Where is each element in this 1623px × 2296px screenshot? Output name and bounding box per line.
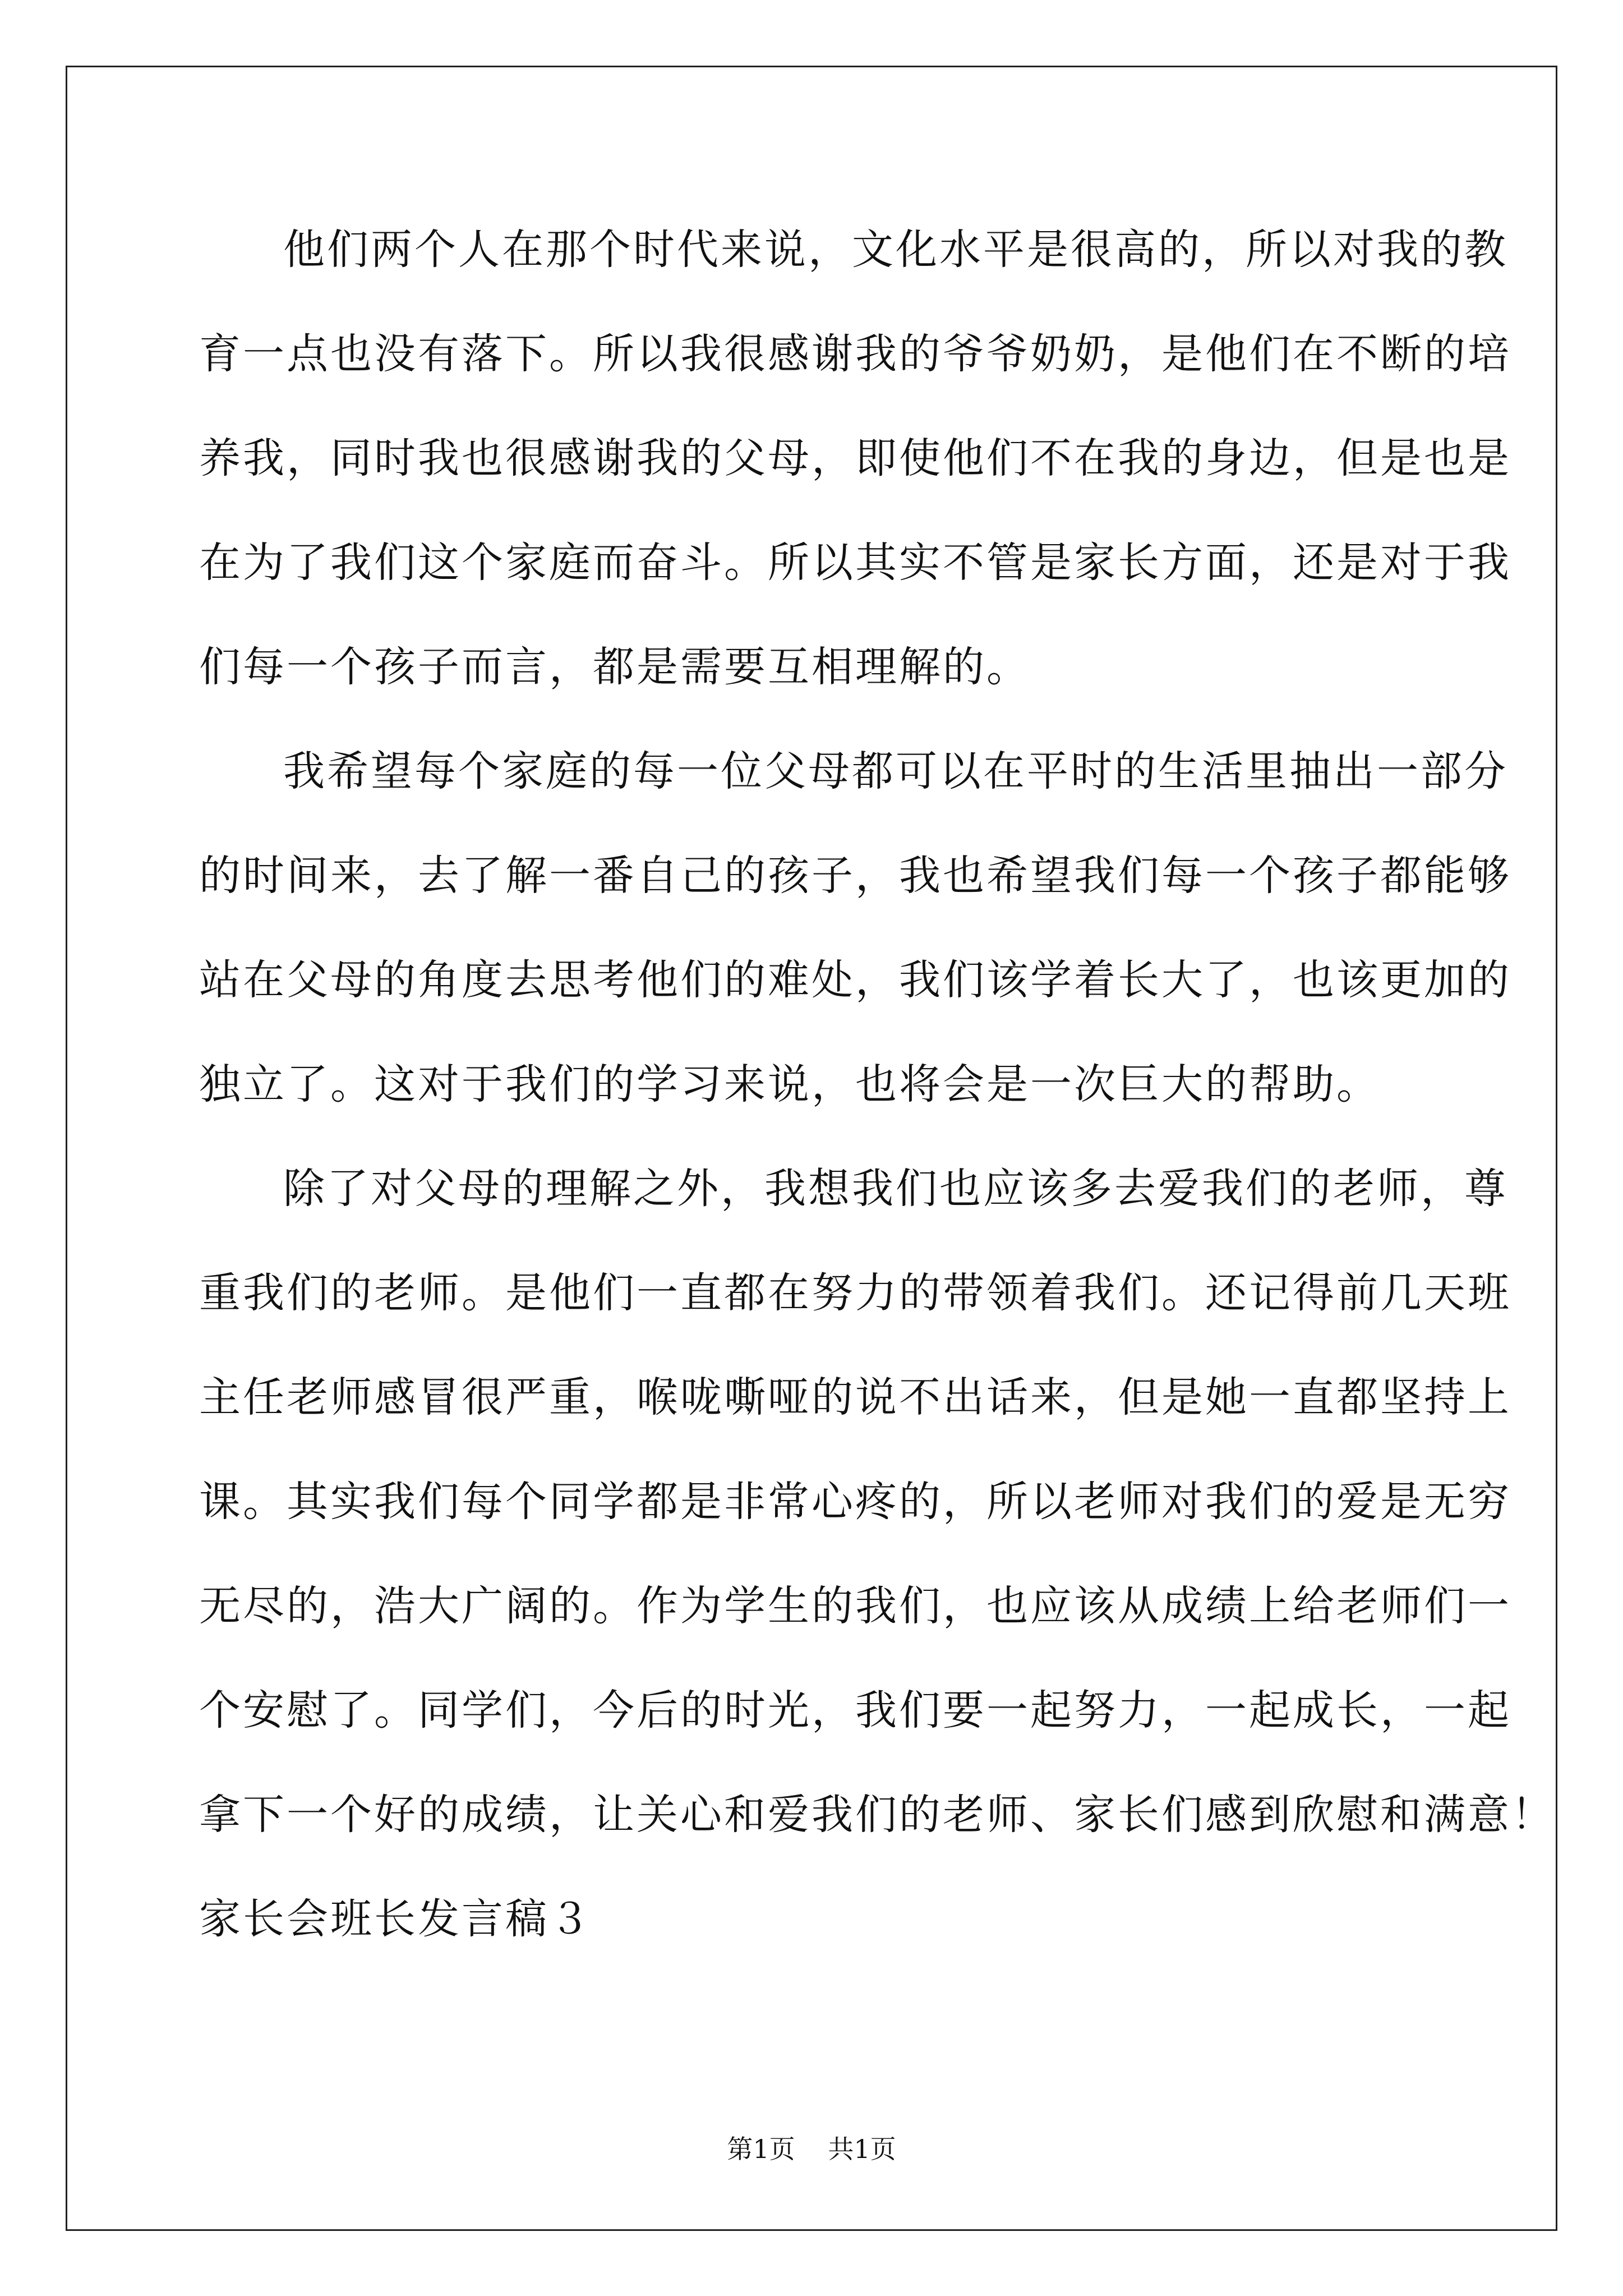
text-line: 在为了我们这个家庭而奋斗。所以其实不管是家长方面，还是对于我: [199, 539, 1511, 587]
page-number-total: 共1页: [828, 2134, 896, 2164]
text-line: 拿下一个好的成绩，让关心和爱我们的老师、家长们感到欣慰和满意！: [199, 1791, 1555, 1839]
section-heading: 家长会班长发言稿３: [199, 1895, 593, 1943]
text-line: 无尽的，浩大广阔的。作为学生的我们，也应该从成绩上给老师们一: [199, 1582, 1511, 1630]
text-line: 个安慰了。同学们，今后的时光，我们要一起努力，一起成长，一起: [199, 1686, 1511, 1734]
document-body: [199, 216, 1555, 1990]
text-line: 独立了。这对于我们的学习来说，也将会是一次巨大的帮助。: [199, 1060, 1380, 1108]
text-line: 站在父母的角度去思考他们的难处，我们该学着长大了，也该更加的: [199, 956, 1511, 1004]
text-line: 养我，同时我也很感谢我的父母，即使他们不在我的身边，但是也是: [199, 434, 1511, 482]
text-line: 除了对父母的理解之外，我想我们也应该多去爱我们的老师，尊: [283, 1165, 1508, 1213]
text-line: 我希望每个家庭的每一位父母都可以在平时的生活里抽出一部分: [283, 747, 1508, 795]
text-line: 他们两个人在那个时代来说，文化水平是很高的，所以对我的教: [283, 226, 1508, 274]
text-line: 课。其实我们每个同学都是非常心疼的，所以老师对我们的爱是无穷: [199, 1478, 1511, 1526]
text-line: 们每一个孩子而言，都是需要互相理解的。: [199, 643, 1030, 691]
text-line: 主任老师感冒很严重，喉咙嘶哑的说不出话来，但是她一直都坚持上: [199, 1373, 1511, 1421]
text-line: 育一点也没有落下。所以我很感谢我的爷爷奶奶，是他们在不断的培: [199, 330, 1511, 378]
text-line: 重我们的老师。是他们一直都在努力的带领着我们。还记得前几天班: [199, 1269, 1511, 1317]
page-footer: [0, 2129, 1623, 2166]
page-number-current: 第1页: [727, 2134, 795, 2164]
text-line: 的时间来，去了解一番自己的孩子，我也希望我们每一个孩子都能够: [199, 852, 1511, 900]
